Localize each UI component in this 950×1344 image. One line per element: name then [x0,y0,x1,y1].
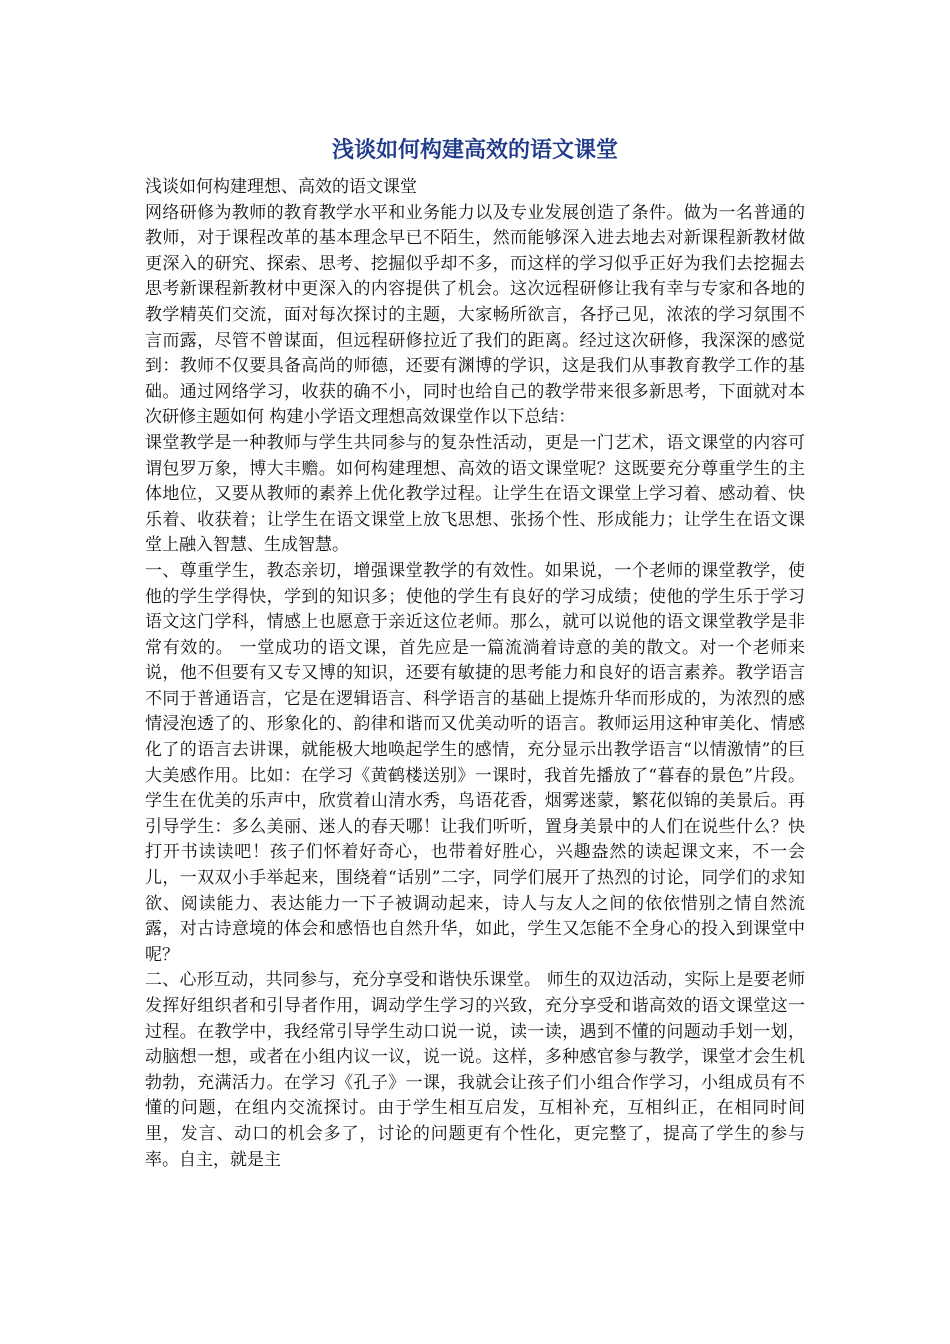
body-paragraph: 二、心形互动，共同参与，充分享受和谐快乐课堂。 师生的双边活动，实际上是要老师发挥好组织者和引导者作用，调动学生学习的兴致，充分享受和谐高效的语文课堂这一过程。在教学中，我经常引导学生动口说一说，读一读，遇到不懂的问题动手划一划，动脑想一想，或者在小组内议一议，说一说。这样，多种感官参与教学，课堂才会生机勃勃，充满活力。在学习《孔子》一课，我就会让孩子们小组合作学习，小组成员有不懂的问题，在组内交流探讨。由于学生相互启发，互相补充，互相纠正，在相同时间里，发言、动口的机会多了，讨论的问题更有个性化，更完整了，提高了学生的参与率。自主，就是主 [145,970,805,1170]
body-paragraph: 网络研修为教师的教育教学水平和业务能力以及专业发展创造了条件。做为一名普通的教师，对于课程改革的基本理念早已不陌生，然而能够深入进去地去对新课程新教材做更深入的研究、探索、思考、挖掘似乎却不多，而这样的学习似乎正好为我们去挖掘去思考新课程新教材中更深入的内容提供了机会。这次远程研修让我有幸与专家和各地的教学精英们交流，面对每次探讨的主题，大家畅所欲言，各抒己见，浓浓的学习氛围不言而露，尽管不曾谋面，但远程研修拉近了我们的距离。经过这次研修，我深深的感觉到：教师不仅要具备高尚的师德，还要有渊博的学识，这是我们从事教育教学工作的基础。通过网络学习，收获的确不小，同时也给自己的教学带来很多新思考，下面就对本次研修主题如何 构建小学语文理想高效课堂作以下总结： [145,202,805,428]
body-paragraph: 一、尊重学生，教态亲切，增强课堂教学的有效性。如果说，一个老师的课堂教学，使他的学生学得快，学到的知识多；使他的学生有良好的学习成绩；使他的学生乐于学习语文这门学科，情感上也愿意于亲近这位老师。那么，就可以说他的语文课堂教学是非常有效的。 一堂成功的语文课，首先应是一篇流淌着诗意的美的散文。对一个老师来说，他不但要有又专又博的知识，还要有敏捷的思考能力和良好的语言素养。教学语言不同于普通语言，它是在逻辑语言、科学语言的基础上提炼升华而形成的，为浓烈的感情浸泡透了的、形象化的、韵律和谐而又优美动听的语言。教师运用这种审美化、情感化了的语言去讲课，就能极大地唤起学生的感情，充分显示出教学语言“以情激情”的巨大美感作用。比如：在学习《黄鹤楼送别》一课时，我首先播放了“暮春的景色”片段。学生在优美的乐声中，欣赏着山清水秀，鸟语花香，烟雾迷蒙，繁花似锦的美景后。再引导学生：多么美丽、迷人的春天哪！让我们听听，置身美景中的人们在说些什么？快打开书读读吧！孩子们怀着好奇心，也带着好胜心，兴趣盎然的读起课文来，不一会儿，一双双小手举起来，围绕着“话别”二字，同学们展开了热烈的讨论，同学们的求知欲、阅读能力、表达能力一下子被调动起来，诗人与友人之间的依依惜别之情自然流露，对古诗意境的体会和感悟也自然升华，如此，学生又怎能不全身心的投入到课堂中呢？ [145,560,805,965]
body-paragraph: 课堂教学是一种教师与学生共同参与的复杂性活动，更是一门艺术，语文课堂的内容可谓包罗万象，博大丰赡。如何构建理想、高效的语文课堂呢？这既要充分尊重学生的主体地位，又要从教师的素养上优化教学过程。让学生在语文课堂上学习着、感动着、快乐着、收获着；让学生在语文课堂上放飞思想、张扬个性、形成能力；让学生在语文课堂上融入智慧、生成智慧。 [145,432,805,556]
subtitle-paragraph: 浅谈如何构建理想、高效的语文课堂 [145,177,417,197]
document-title: 浅谈如何构建高效的语文课堂 [331,138,618,163]
document-body [145,175,805,1173]
